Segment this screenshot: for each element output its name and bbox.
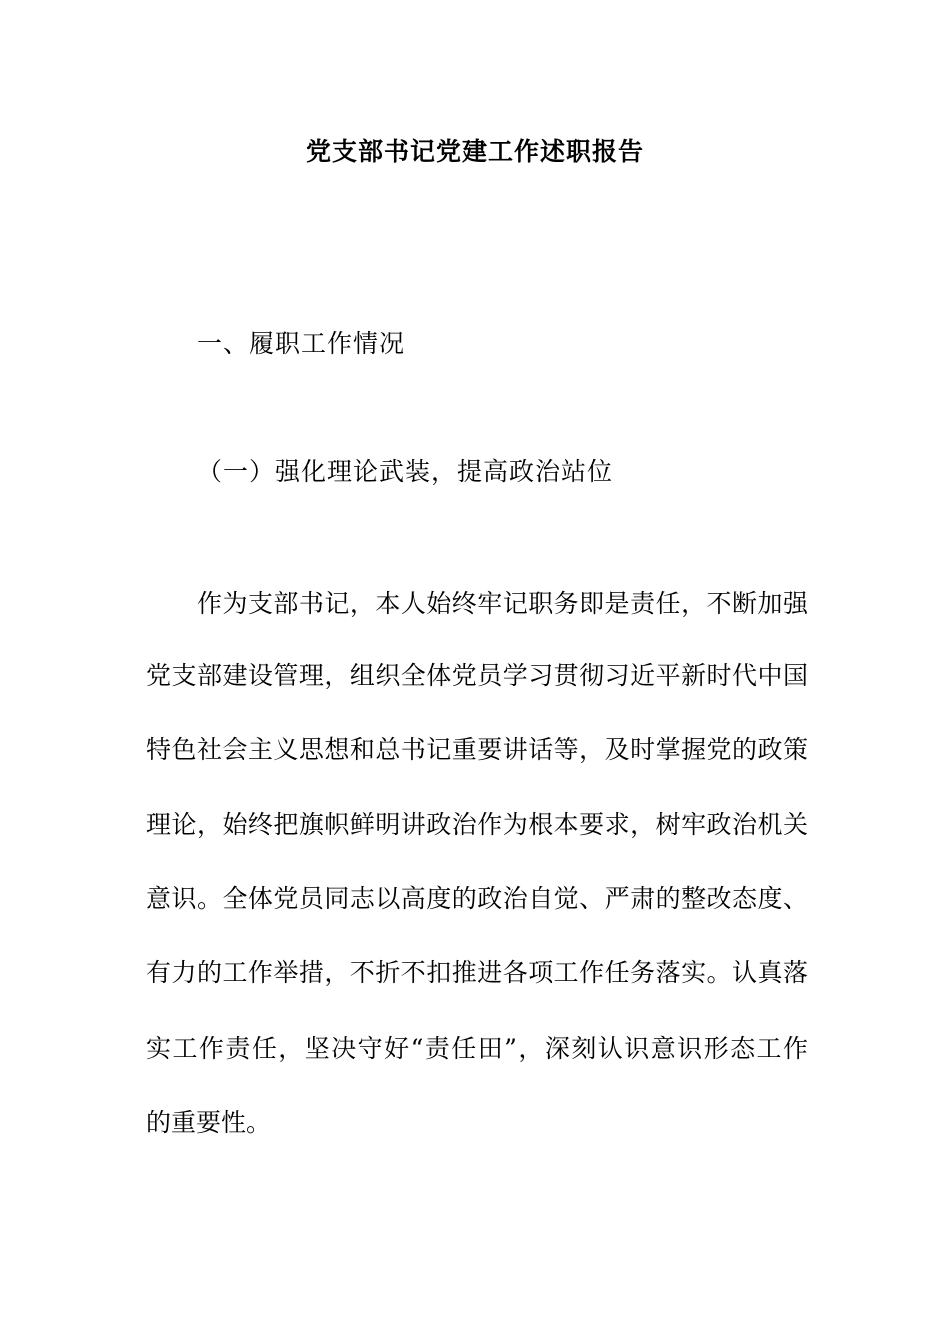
paragraph-line: 党支部建设管理，组织全体党员学习贯彻习近平新时代中国 [146,661,808,690]
paragraph-line: 有力的工作举措，不折不扣推进各项工作任务落实。认真落 [146,958,808,987]
paragraph-line: 意识。全体党员同志以高度的政治自觉、严肃的整改态度、 [146,884,808,913]
paragraph-line: 特色社会主义思想和总书记重要讲话等，及时掌握党的政策 [146,735,808,764]
paragraph-line: 实工作责任，坚决守好“责任田”，深刻认识意识形态工作 [146,1034,808,1063]
document-title: 党支部书记党建工作述职报告 [305,137,644,166]
section-heading: 一、履职工作情况 [197,329,406,358]
paragraph-line: 理论，始终把旗帜鲜明讲政治作为根本要求，树牢政治机关 [146,810,808,839]
paragraph-line: 的重要性。 [146,1108,272,1137]
subsection-heading: （一）强化理论武装，提高政治站位 [197,457,614,486]
paragraph-line: 作为支部书记，本人始终牢记职务即是责任，不断加强 [197,589,808,618]
